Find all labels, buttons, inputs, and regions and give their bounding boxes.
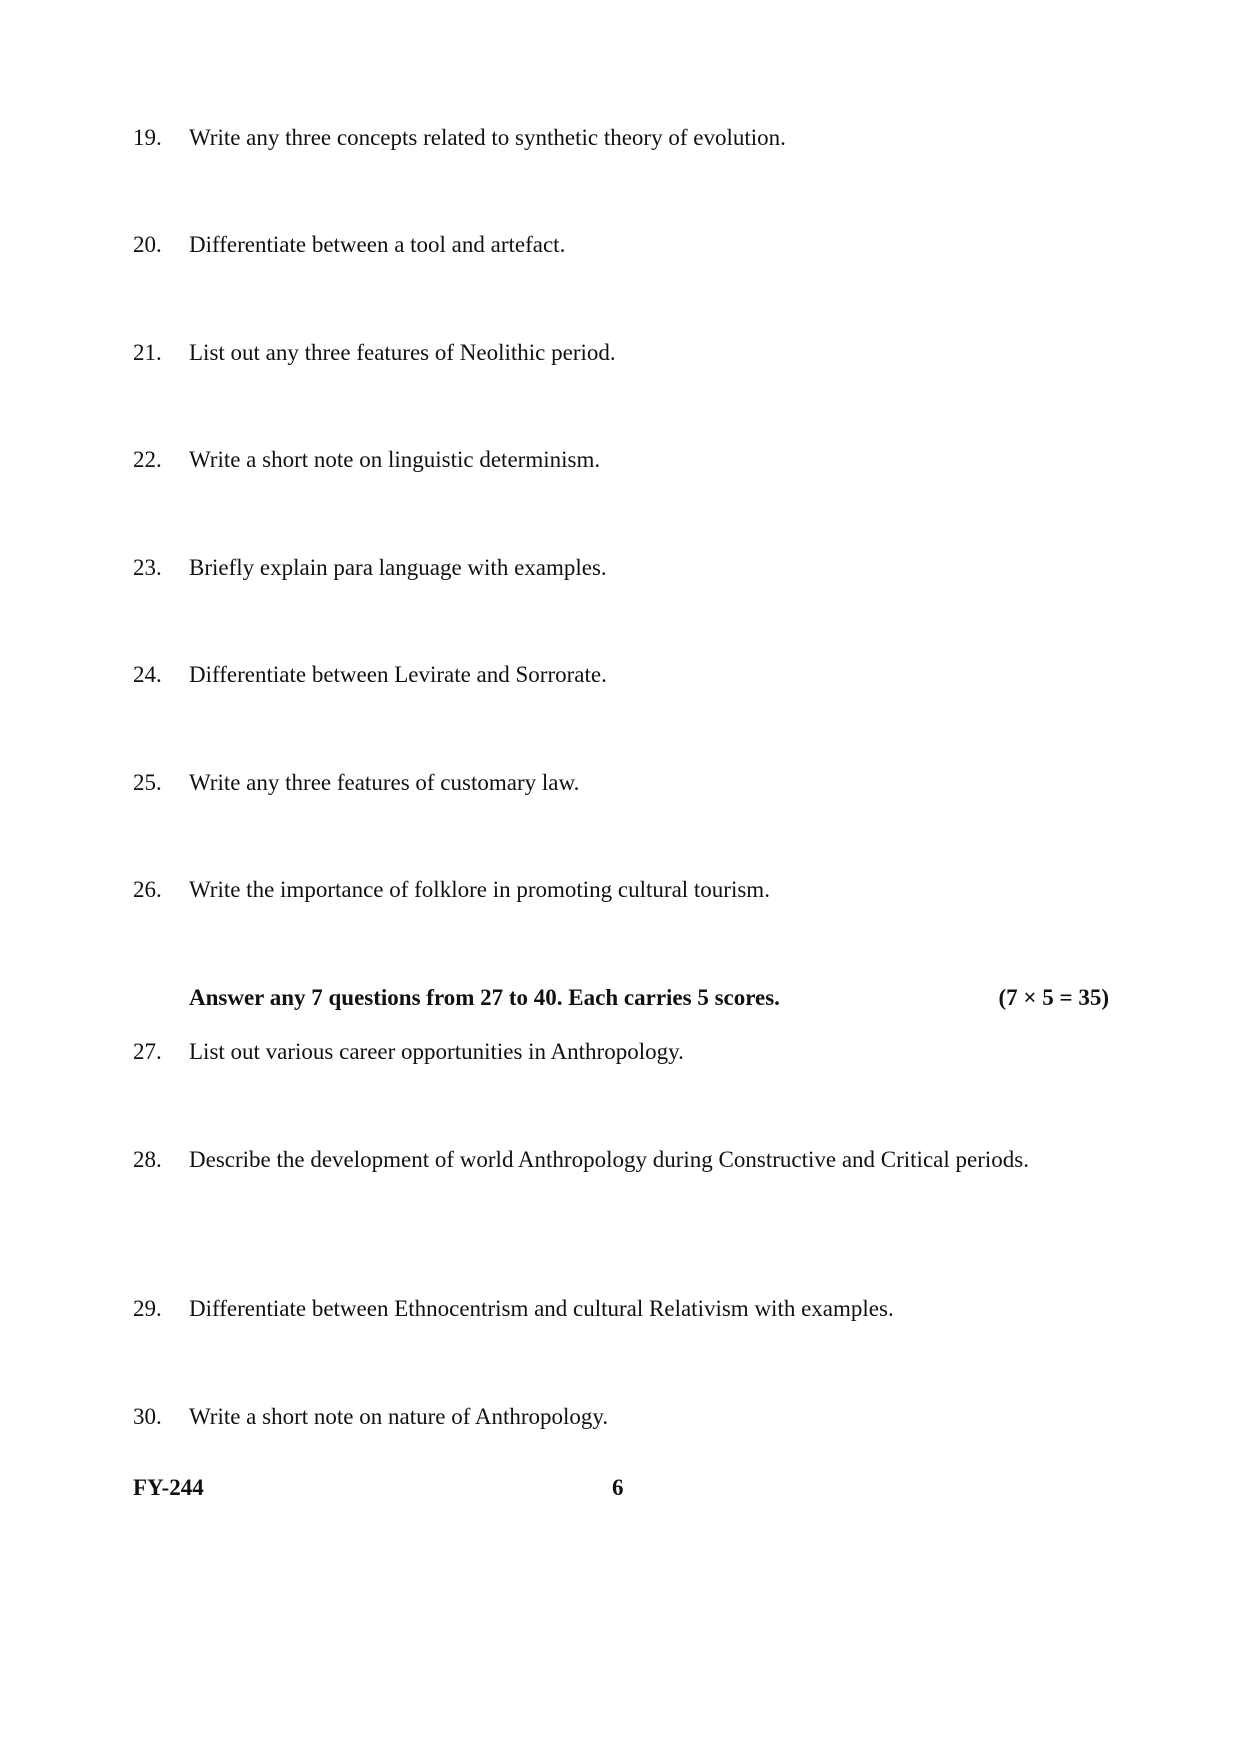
question-number: 30. [133, 1404, 162, 1429]
paper-code: FY-244 [133, 1475, 204, 1500]
question-number: 29. [133, 1296, 162, 1321]
question-number: 28. [133, 1147, 162, 1172]
question-26 [133, 869, 1073, 911]
question-number: 22. [133, 447, 162, 472]
question-23 [133, 547, 1073, 589]
question-number: 25. [133, 770, 162, 795]
question-text: Differentiate between Ethnocentrism and cultural Relativism with examples. [189, 1296, 894, 1321]
question-number: 26. [133, 877, 162, 902]
question-text: Differentiate between Levirate and Sorrorate. [189, 662, 607, 687]
question-20 [133, 224, 1073, 266]
section-instruction-text: Answer any 7 questions from 27 to 40. Each carries 5 scores. [189, 985, 780, 1010]
question-30 [133, 1396, 1073, 1438]
question-text: List out any three features of Neolithic period. [189, 340, 616, 365]
question-text: Briefly explain para language with examples. [189, 555, 607, 580]
question-25 [133, 762, 1073, 804]
question-29 [133, 1288, 1073, 1330]
question-text: List out various career opportunities in Anthropology. [189, 1039, 684, 1064]
question-text: Write a short note on linguistic determinism. [189, 447, 601, 472]
question-21 [133, 332, 1073, 374]
question-28 [133, 1139, 1073, 1181]
question-27 [133, 1031, 1073, 1073]
question-22 [133, 439, 1073, 481]
question-text: Describe the development of world Anthropology during Constructive and Critical periods. [189, 1147, 1029, 1172]
page-number: 6 [612, 1475, 624, 1500]
question-number: 24. [133, 662, 162, 687]
question-text: Write any three concepts related to synthetic theory of evolution. [189, 125, 786, 150]
question-number: 19. [133, 125, 162, 150]
question-number: 20. [133, 232, 162, 257]
question-number: 21. [133, 340, 162, 365]
section-marks: (7 × 5 = 35) [998, 985, 1109, 1010]
question-number: 23. [133, 555, 162, 580]
question-number: 27. [133, 1039, 162, 1064]
question-24 [133, 654, 1073, 696]
question-19 [133, 117, 1073, 159]
question-text: Write any three features of customary law. [189, 770, 580, 795]
question-text: Write a short note on nature of Anthropology. [189, 1404, 609, 1429]
question-text: Write the importance of folklore in promoting cultural tourism. [189, 877, 770, 902]
question-text: Differentiate between a tool and artefact. [189, 232, 566, 257]
